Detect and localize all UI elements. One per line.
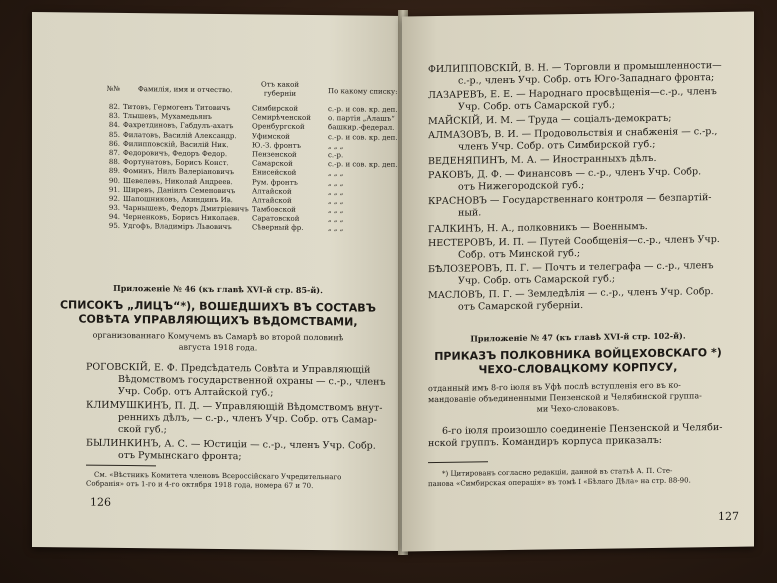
list-title-line1: СПИСОКЪ „ЛИЦЪ“*), ВОШЕДШИХЪ ВЪ СОСТАВЪ (59, 298, 377, 315)
header-list: По какому списку: (328, 87, 398, 96)
entry-klimushkin-line2: реннихъ дѣлъ, — с.-р., членъ Учр. Собр. отъ Самар- (118, 411, 377, 426)
row-province: Уфимской (252, 131, 290, 141)
entry-klimushkin-line1: КЛИМУШКИНЪ, П. Д. — Управляющій Вѣдомствомъ внут- (86, 399, 383, 414)
row-name: Филатовъ, Василій Александр. (123, 130, 237, 140)
table-row (90, 222, 400, 234)
order-title-line1: ПРИКАЗЪ ПОЛКОВНИКА ВОЙЦЕХОВСКАГО *) (434, 345, 722, 364)
table-header (90, 75, 400, 106)
row-number: 86. (108, 139, 120, 148)
row-name: Удгофъ, Владиміръ Львовичъ (123, 222, 232, 232)
row-list: „ „ „ (328, 215, 344, 224)
row-number: 89. (108, 167, 120, 176)
entry-nesterov-line1: НЕСТЕРОВЪ, И. П. — Путей Сообщенія—с.-р., членъ Учр. (428, 234, 720, 250)
row-number: 87. (108, 148, 120, 157)
row-name: Фортунатовъ, Борисъ Конст. (123, 158, 229, 168)
row-province: Пензенской (252, 150, 297, 159)
entry-belozerov-line2: Учр. Собр. отъ Самарской губ.; (458, 273, 616, 287)
row-number: 92. (108, 194, 120, 203)
row-province: Ю.-З. фронтъ (252, 141, 301, 150)
appendix-46-label: Приложеніе № 46 (къ главѣ XVI-й стр. 85-й). (113, 282, 323, 296)
list-title-line2: СОВѢТА УПРАВЛЯЮЩИХЪ ВѢДОМСТВАМИ, (78, 312, 358, 329)
row-list: „ „ „ (328, 224, 344, 233)
row-name: Тлышевъ, Мухамедьянъ (123, 112, 212, 122)
row-number: 84. (108, 121, 120, 130)
row-number: 88. (108, 157, 120, 167)
row-name: Федоровичъ, Федоръ Федор. (123, 148, 228, 159)
row-list: с.-р. (328, 151, 344, 160)
entry-rakov-line1: РАКОВЪ, Д. Ф. — Финансовъ — с.-р., членъ Учр. Собр. (428, 166, 702, 182)
order-sub-line2: мандованіе объединенными Пензенской и Челябинской группа- (428, 391, 702, 405)
row-name: Чарнышевъ, Федоръ Дмитріевичъ (123, 204, 249, 214)
order-body-line1: 6-го іюля произошло соединеніе Пензенской и Челяби- (442, 421, 723, 437)
row-name: Черненковъ, Борисъ Николаев. (123, 213, 240, 223)
entry-maisky-line1: МАЙСКІЙ, И. М. — Труда — соціалъ-демократъ; (428, 112, 672, 128)
entry-klimushkin-line3: ской губ.; (118, 423, 167, 436)
row-province: Енисейской (252, 168, 297, 178)
row-list: „ „ „ (328, 206, 344, 215)
entry-filippovsky-line2: с.-р., членъ Учр. Собр. отъ Юго-Западнаго фронта; (458, 72, 715, 87)
page-number-right: 127 (718, 509, 739, 524)
row-name: Ширевъ, Даніилъ Семеновичъ (123, 185, 236, 195)
entry-maslov-line1: МАСЛОВЪ, П. Г. — Земледѣлія — с.-р., членъ Учр. Собр. (428, 286, 714, 302)
row-name: Шапошниковъ, Акиндинъ Ив. (123, 194, 233, 205)
row-province: Оренбургской (252, 122, 305, 132)
entry-lazarev-line2: Учр. Собр. отъ Самарской губ.; (458, 99, 616, 113)
row-number: 95. (108, 222, 120, 231)
entry-rogovsky-line1: РОГОВСКІЙ, Е. Ф. Предсѣдатель Совѣта и Управляющій (86, 361, 371, 376)
entry-maslov-line2: отъ Самарской губерніи. (458, 299, 584, 313)
row-list: „ „ „ (328, 169, 344, 178)
header-province: Отъ какой губерніи (260, 80, 300, 99)
row-list: „ „ „ (328, 141, 344, 151)
footnote-right-line1: *) Цитированъ согласно редакціи, данной въ статьѣ А. П. Сте- (442, 466, 673, 478)
footnote-rule (86, 465, 156, 467)
header-name: Фамилія, имя и отчество. (138, 85, 233, 95)
page-number-left: 126 (90, 495, 111, 509)
row-province: Симбирской (252, 104, 299, 113)
entry-krasnov-line1: КРАСНОВЪ — Государственнаго контроля — безпартій- (428, 192, 712, 208)
row-list: башкир.-федерал. (328, 123, 395, 133)
order-title-line2: ЧЕХО-СЛОВАЦКОМУ КОРПУСУ, (478, 360, 678, 377)
entry-vedenyapin-line1: ВЕДЕНЯПИНЪ, М. А. — Иностранныхъ дѣлъ. (428, 152, 657, 168)
entry-bylinkin-line2: отъ Румынскаго фронта; (118, 449, 242, 463)
footnote-right-line2: панова «Симбирская операція» въ томѣ I «Бѣлаго Дѣла» на стр. 88-90. (428, 476, 691, 489)
order-sub-line3: ми Чехо-словаковъ. (536, 403, 620, 414)
row-list: с.-р. и сов. кр. деп. (328, 105, 398, 114)
entry-rakov-line2: отъ Нижегородской губ.; (458, 179, 585, 193)
row-name: Фоминъ, Нилъ Валеріановичъ (123, 167, 234, 177)
row-province: Самарской (252, 159, 293, 168)
entry-krasnov-line2: ный. (458, 207, 482, 219)
row-number: 83. (108, 112, 120, 121)
row-name: Шевелевъ, Николай Андреев. (123, 176, 233, 186)
row-province: Алтайской (252, 196, 292, 205)
footnote-line2: Собранія» отъ 1-го и 4-го октября 1918 года, номера 67 и 70. (86, 479, 314, 490)
footnote-rule-right (428, 461, 488, 463)
footnote-line1: См. «Вѣстникъ Комитета членовъ Всероссійскаго Учредительнаго (94, 470, 342, 482)
row-province: Тамбовской (252, 205, 296, 214)
deputies-table (90, 75, 400, 235)
row-province: Саратовской (252, 214, 300, 224)
row-list: о. партія „Алашъ“ (328, 114, 395, 124)
row-list: „ „ „ (328, 178, 344, 187)
list-subtitle-line1: организованнаго Комучемъ въ Самарѣ во второй половинѣ (92, 330, 344, 343)
row-name: Титовъ, Гермогенъ Титовичъ (123, 103, 231, 113)
entry-almazov-line2: членъ Учр. Собр. отъ Симбирской губ.; (458, 138, 656, 153)
table-body (90, 103, 400, 235)
entry-belozerov-line1: БѢЛОЗЕРОВЪ, П. Г. — Почтъ и телеграфа — с.-р., членъ (428, 260, 714, 276)
row-number: 94. (108, 213, 120, 222)
entry-bylinkin-line1: БЫЛИНКИНЪ, А. С. — Юстиціи — с.-р., членъ Учр. Собр. (86, 437, 376, 452)
row-number: 93. (108, 203, 120, 213)
entry-nesterov-line2: Собр. отъ Минской губ.; (458, 247, 581, 261)
row-name: Филипповскій, Василій Ник. (123, 139, 229, 149)
header-num: №№ (106, 84, 120, 93)
row-list: с.-р. и сов. кр. деп. (328, 132, 398, 142)
left-page (32, 12, 404, 551)
row-name: Фахретдиновъ, Габдулъ-ахатъ (123, 121, 234, 131)
entry-galkin-line1: ГАЛКИНЪ, Н. А., полковникъ — Военнымъ. (428, 221, 648, 236)
row-list: с.-р. и сов. кр. деп. (328, 160, 398, 170)
row-number: 85. (108, 130, 120, 139)
appendix-47-label: Приложеніе № 47 (къ главѣ XVI-й стр. 102-й). (470, 330, 686, 344)
row-list: „ „ „ (328, 187, 344, 197)
order-sub-line1: отданный имъ 8-го іюля въ Уфѣ послѣ вступленія его въ ко- (428, 380, 681, 394)
row-province: Рум. фронтъ (252, 177, 298, 187)
row-province: Алтайской (252, 187, 292, 196)
row-list: „ „ „ (328, 197, 344, 206)
row-province: Семирѣченской (252, 113, 311, 123)
list-subtitle-line2: августа 1918 года. (178, 342, 258, 353)
row-number: 82. (108, 102, 120, 111)
entry-rogovsky-line2: Вѣдомствомъ государственной охраны — с.-р., членъ (118, 373, 386, 388)
entry-filippovsky-line1: ФИЛИППОВСКІЙ, В. Н. — Торговли и промышленности— (428, 59, 722, 76)
entry-lazarev-line1: ЛАЗАРЕВЪ, Е. Е. — Народнаго просвѣщенія—с.-р., членъ (428, 86, 717, 102)
entry-rogovsky-line3: Учр. Собр. отъ Алтайской губ.; (118, 385, 274, 399)
order-body-line2: нской группъ. Командиръ корпуса приказалъ: (428, 434, 662, 450)
row-number: 91. (108, 185, 120, 194)
right-page (402, 12, 754, 552)
row-number: 90. (108, 176, 120, 185)
entry-almazov-line1: АЛМАЗОВЪ, В. И. — Продовольствія и снабженія — с.-р., (428, 126, 718, 142)
row-province: Сѣверный фр. (252, 223, 304, 233)
